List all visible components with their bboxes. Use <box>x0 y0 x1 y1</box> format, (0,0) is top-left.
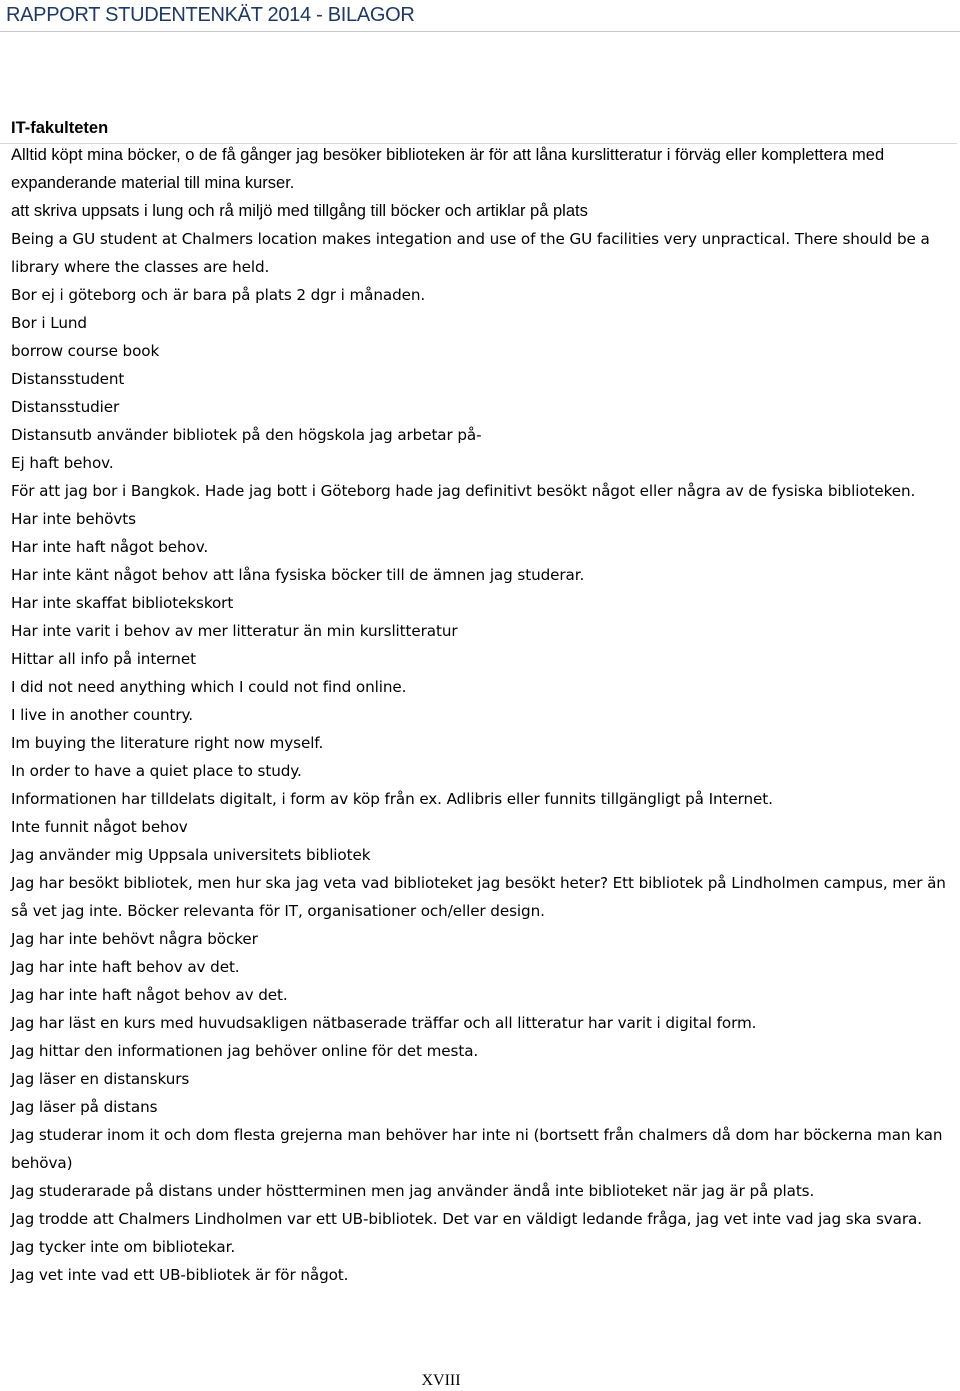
response-item: Bor ej i göteborg och är bara på plats 2 dgr i månaden. <box>11 286 426 304</box>
response-item: Jag läser en distanskurs <box>11 1070 190 1088</box>
response-item: Being a GU student at Chalmers location makes integation and use of the GU facilities very unpractical. There should be a library where the classes are held. <box>11 230 930 276</box>
header-divider <box>0 31 960 32</box>
response-item: Distansstudent <box>11 370 125 388</box>
response-item: I live in another country. <box>11 706 193 724</box>
response-item: borrow course book <box>11 342 160 360</box>
response-item: Jag har inte haft något behov av det. <box>11 986 288 1004</box>
response-item: Jag trodde att Chalmers Lindholmen var ett UB-bibliotek. Det var en väldigt ledande fråga, jag vet inte vad jag ska svara. <box>11 1210 922 1228</box>
response-item: In order to have a quiet place to study. <box>11 762 302 780</box>
response-item: att skriva uppsats i lung och rå miljö med tillgång till böcker och artiklar på plats <box>11 202 588 220</box>
response-item: Hittar all info på internet <box>11 650 196 668</box>
response-item: Jag studerarade på distans under höstterminen men jag använder ändå inte biblioteket när jag är på plats. <box>11 1182 815 1200</box>
response-item: Har inte skaffat bibliotekskort <box>11 594 234 612</box>
response-item: Jag hittar den informationen jag behöver online för det mesta. <box>11 1042 479 1060</box>
response-item: Jag har besökt bibliotek, men hur ska jag veta vad biblioteket jag besökt heter? Ett bibliotek på Lindholmen campus, mer än så vet jag inte. Böcker relevanta för IT, organisationer och/eller design. <box>11 874 946 920</box>
report-title: RAPPORT STUDENTENKÄT 2014 - BILAGOR <box>6 4 415 26</box>
response-item: Har inte varit i behov av mer litteratur än min kurslitteratur <box>11 622 458 640</box>
response-item: Distansutb använder bibliotek på den högskola jag arbetar på- <box>11 426 482 444</box>
response-item: Alltid köpt mina böcker, o de få gånger jag besöker biblioteken är för att låna kurslitteratur i förväg eller komplettera med expanderande material till mina kurser. <box>11 146 885 192</box>
section-heading: IT-fakulteten <box>11 119 109 137</box>
response-item: Har inte känt något behov att låna fysiska böcker till de ämnen jag studerar. <box>11 566 585 584</box>
response-item: Jag vet inte vad ett UB-bibliotek är för något. <box>11 1266 349 1284</box>
response-item: Jag har läst en kurs med huvudsakligen nätbaserade träffar och all litteratur har varit i digital form. <box>11 1014 757 1032</box>
response-item: Informationen har tilldelats digitalt, i form av köp från ex. Adlibris eller funnits tillgängligt på Internet. <box>11 790 773 808</box>
response-item: Ej haft behov. <box>11 454 114 472</box>
page-number: XVIII <box>421 1372 461 1389</box>
response-item: Jag studerar inom it och dom flesta grejerna man behöver har inte ni (bortsett från chalmers då dom har böckerna man kan behöva) <box>11 1126 943 1172</box>
response-item: Jag har inte haft behov av det. <box>11 958 240 976</box>
response-item: Jag har inte behövt några böcker <box>11 930 258 948</box>
response-item: Jag läser på distans <box>11 1098 158 1116</box>
response-item: Har inte haft något behov. <box>11 538 209 556</box>
response-item: Jag tycker inte om bibliotekar. <box>11 1238 236 1256</box>
faculty-section <box>11 115 957 1289</box>
response-item: Har inte behövts <box>11 510 136 528</box>
response-item: Distansstudier <box>11 398 120 416</box>
response-item: I did not need anything which I could not find online. <box>11 678 407 696</box>
page-header <box>0 0 960 32</box>
response-list <box>11 141 957 1289</box>
response-item: För att jag bor i Bangkok. Hade jag bott i Göteborg hade jag definitivt besökt något eller några av de fysiska biblioteken. <box>11 482 916 500</box>
response-item: Bor i Lund <box>11 314 87 332</box>
heading-divider <box>0 143 957 144</box>
response-item: Jag använder mig Uppsala universitets bibliotek <box>11 846 371 864</box>
response-item: Inte funnit något behov <box>11 818 188 836</box>
response-item: Im buying the literature right now myself. <box>11 734 324 752</box>
